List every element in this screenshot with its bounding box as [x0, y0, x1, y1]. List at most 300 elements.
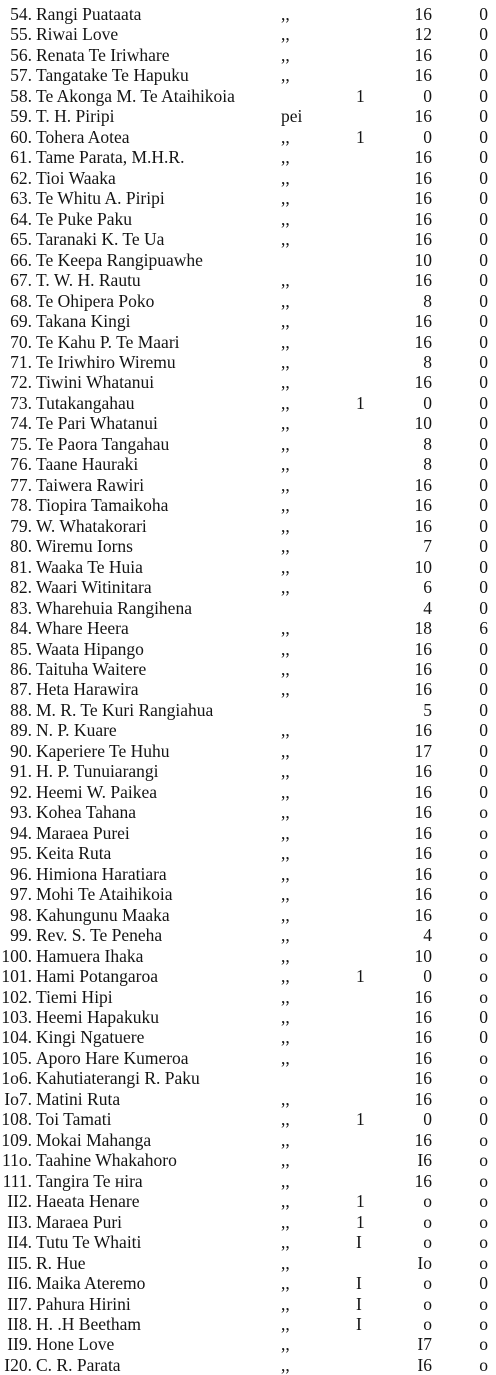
- entry-number: 111.: [2, 1170, 32, 1191]
- entry-number: 72.: [10, 372, 32, 393]
- amount-pence: 0: [479, 474, 488, 495]
- ditto-mark: ,,: [281, 1129, 290, 1150]
- subscriber-name: Haeata Henare: [36, 1191, 140, 1212]
- amount-pence: o: [479, 986, 488, 1007]
- amount-shillings: 16: [414, 208, 432, 229]
- entry-number: 103.: [1, 1006, 32, 1027]
- subscriber-name: Te Puke Paku: [36, 208, 132, 229]
- entry-number: 105.: [1, 1047, 32, 1068]
- amount-shillings: Io: [417, 1252, 432, 1273]
- entry-number: 64.: [10, 208, 32, 229]
- entry-number: II5.: [7, 1252, 32, 1273]
- list-item: [0, 1212, 496, 1232]
- amount-pence: o: [479, 1170, 488, 1191]
- subscriber-name: Kingi Ngatuere: [36, 1027, 145, 1048]
- list-item: [0, 884, 496, 904]
- ditto-mark: ,,: [281, 454, 290, 475]
- ditto-mark: ,,: [281, 167, 290, 188]
- entry-number: 70.: [10, 331, 32, 352]
- amount-shillings: 16: [414, 106, 432, 127]
- subscriber-name: Hone Love: [36, 1334, 115, 1355]
- subscriber-name: Te Iriwhiro Wiremu: [36, 351, 176, 372]
- list-item: [0, 1294, 496, 1314]
- subscriber-name: Taituha Waitere: [36, 659, 147, 679]
- subscriber-name: Waaka Te Huia: [36, 556, 143, 577]
- amount-shillings: 16: [414, 904, 432, 925]
- list-item: [0, 332, 496, 352]
- amount-shillings: 16: [414, 1047, 432, 1068]
- subscriber-name: Taiwera Rawiri: [36, 474, 145, 495]
- amount-shillings: 16: [414, 229, 432, 250]
- ditto-mark: ,,: [281, 1027, 290, 1048]
- amount-shillings: 16: [414, 270, 432, 291]
- list-item: [0, 618, 496, 638]
- amount-pence: 0: [479, 229, 488, 250]
- entry-number: 57.: [10, 65, 32, 86]
- subscriber-name: Te Keepa Rangipuawhe: [36, 249, 203, 270]
- amount-shillings: 16: [414, 311, 432, 332]
- ditto-mark: ,,: [281, 65, 290, 86]
- ditto-mark: ,,: [281, 515, 290, 536]
- amount-shillings: o: [423, 1293, 432, 1314]
- ditto-mark: ,,: [281, 1088, 290, 1109]
- ditto-mark: ,,: [281, 1047, 290, 1068]
- entry-number: 89.: [10, 720, 32, 741]
- list-item: [0, 864, 496, 884]
- subscriber-name: Whare Heera: [36, 618, 129, 639]
- list-item: [0, 1171, 496, 1191]
- list-item: [0, 1007, 496, 1027]
- amount-shillings: 16: [414, 659, 432, 679]
- amount-pence: 0: [479, 208, 488, 229]
- amount-pence: 0: [479, 249, 488, 270]
- subscriber-name: M. R. Te Kuri Rangiahua: [36, 699, 214, 720]
- amount-pence: 0: [479, 638, 488, 659]
- amount-pence: o: [479, 1232, 488, 1253]
- entry-number: 91.: [10, 761, 32, 782]
- list-item: [0, 24, 496, 44]
- amount-shillings: 10: [414, 945, 432, 966]
- entry-number: 85.: [10, 638, 32, 659]
- ditto-mark: ,,: [281, 433, 290, 454]
- subscriber-name: Kahungunu Maaka: [36, 904, 170, 925]
- subscriber-name: Tangira Te нira: [36, 1170, 143, 1191]
- subscriber-name: Te Ohipera Poko: [36, 290, 155, 311]
- entry-number: 60.: [10, 126, 32, 147]
- entry-number: 68.: [10, 290, 32, 311]
- ditto-mark: ,,: [281, 884, 290, 905]
- subscriber-name: Riwai Love: [36, 24, 119, 45]
- amount-shillings: I6: [417, 1354, 432, 1375]
- entry-number: 84.: [10, 618, 32, 639]
- subscriber-name: Te Akonga M. Te Ataihikoia: [36, 85, 235, 106]
- amount-pence: 0: [479, 1027, 488, 1048]
- entry-number: 95.: [10, 843, 32, 864]
- amount-shillings: I6: [417, 1150, 432, 1171]
- subscriber-name: Wharehuia Rangihena: [36, 597, 192, 618]
- entry-number: 93.: [10, 802, 32, 823]
- subscriber-name: R. Hue: [36, 1252, 86, 1273]
- amount-shillings: o: [423, 1273, 432, 1294]
- amount-pence: 0: [479, 761, 488, 782]
- ditto-mark: ,,: [281, 822, 290, 843]
- amount-shillings: 7: [423, 536, 432, 557]
- amount-pence: o: [479, 925, 488, 946]
- entry-number: 69.: [10, 311, 32, 332]
- entry-number: II3.: [7, 1211, 32, 1232]
- entry-number: 109.: [1, 1129, 32, 1150]
- amount-pence: 0: [479, 781, 488, 802]
- amount-pence: 0: [479, 126, 488, 147]
- subscriber-name: Te Pari Whatanui: [36, 413, 158, 434]
- list-item: [0, 516, 496, 536]
- amount-pence: 0: [479, 331, 488, 352]
- amount-pounds: 1: [356, 392, 365, 413]
- subscriber-name: Mohi Te Ataihikoia: [36, 884, 173, 905]
- list-item: [0, 147, 496, 167]
- amount-pence: 0: [479, 372, 488, 393]
- subscriber-name: Tutu Te Whaiti: [36, 1232, 142, 1253]
- list-item: [0, 1232, 496, 1252]
- list-item: [0, 1027, 496, 1047]
- subscriber-name: Taane Hauraki: [36, 454, 139, 475]
- list-item: [0, 741, 496, 761]
- subscriber-name: Heemi Hapakuku: [36, 1006, 159, 1027]
- list-item: [0, 1314, 496, 1334]
- subscriber-name: Aporo Hare Kumeroa: [36, 1047, 189, 1068]
- entry-number: II4.: [7, 1232, 32, 1253]
- amount-pence: 0: [479, 24, 488, 45]
- subscriber-name: Te Whitu A. Piripi: [36, 188, 165, 209]
- subscriber-name: Hami Potangaroa: [36, 966, 158, 987]
- amount-shillings: 0: [423, 126, 432, 147]
- subscriber-name: T. H. Piripi: [36, 106, 115, 127]
- entry-number: 77.: [10, 474, 32, 495]
- entry-number: 71.: [10, 351, 32, 372]
- ditto-mark: ,,: [281, 147, 290, 168]
- list-item: [0, 168, 496, 188]
- amount-pence: 0: [479, 290, 488, 311]
- list-item: [0, 639, 496, 659]
- subscriber-name: C. R. Parata: [36, 1354, 121, 1375]
- amount-shillings: 0: [423, 1109, 432, 1130]
- list-item: [0, 700, 496, 720]
- subscriber-name: Kohea Tahana: [36, 802, 137, 823]
- entry-number: 58.: [10, 85, 32, 106]
- ditto-mark: ,,: [281, 945, 290, 966]
- list-item: [0, 413, 496, 433]
- entry-number: 67.: [10, 270, 32, 291]
- list-item: [0, 454, 496, 474]
- amount-shillings: 16: [414, 802, 432, 823]
- amount-pence: 0: [479, 577, 488, 598]
- list-item: [0, 352, 496, 372]
- ditto-mark: ,,: [281, 474, 290, 495]
- amount-shillings: 18: [414, 618, 432, 639]
- amount-pence: o: [479, 1191, 488, 1212]
- list-item: [0, 1130, 496, 1150]
- entry-number: 56.: [10, 44, 32, 65]
- amount-shillings: 16: [414, 863, 432, 884]
- list-item: [0, 434, 496, 454]
- list-item: [0, 966, 496, 986]
- amount-shillings: 8: [423, 351, 432, 372]
- amount-pence: 0: [479, 167, 488, 188]
- entry-number: 54.: [10, 4, 32, 24]
- subscriber-name: Kahutiaterangi R. Paku: [36, 1068, 200, 1089]
- entry-number: 1o6.: [1, 1068, 32, 1089]
- amount-shillings: 12: [414, 24, 432, 45]
- entry-number: 66.: [10, 249, 32, 270]
- subscriber-name: Tohera Aotea: [36, 126, 130, 147]
- subscriber-name: Taahine Whakahoro: [36, 1150, 177, 1171]
- subscriber-name: Waata Hipango: [36, 638, 144, 659]
- entry-number: Io7.: [4, 1088, 32, 1109]
- ditto-mark: pei: [281, 106, 303, 127]
- list-item: [0, 45, 496, 65]
- list-item: [0, 1253, 496, 1273]
- entry-number: 99.: [10, 925, 32, 946]
- amount-shillings: 16: [414, 884, 432, 905]
- amount-shillings: 16: [414, 372, 432, 393]
- list-item: [0, 127, 496, 147]
- list-item: [0, 1355, 496, 1375]
- subscriber-name: T. W. H. Rautu: [36, 270, 141, 291]
- entry-number: 98.: [10, 904, 32, 925]
- subscriber-name: Maraea Purei: [36, 822, 130, 843]
- amount-shillings: 16: [414, 1170, 432, 1191]
- subscriber-name: Maika Ateremo: [36, 1273, 146, 1294]
- amount-shillings: 16: [414, 781, 432, 802]
- amount-pence: 0: [479, 699, 488, 720]
- amount-shillings: 16: [414, 638, 432, 659]
- ditto-mark: ,,: [281, 413, 290, 434]
- amount-pence: 0: [479, 188, 488, 209]
- subscriber-name: N. P. Kuare: [36, 720, 117, 741]
- amount-pounds: 1: [356, 1211, 365, 1232]
- entry-number: 73.: [10, 392, 32, 413]
- subscriber-name: Tiopira Tamaikoha: [36, 495, 169, 516]
- list-item: [0, 270, 496, 290]
- entry-number: 83.: [10, 597, 32, 618]
- amount-pence: 0: [479, 454, 488, 475]
- amount-shillings: 4: [423, 597, 432, 618]
- entry-number: 62.: [10, 167, 32, 188]
- subscriber-name: Takana Kingi: [36, 311, 131, 332]
- subscriber-name: Te Paora Tangahau: [36, 433, 170, 454]
- amount-shillings: 16: [414, 1129, 432, 1150]
- amount-pence: o: [479, 1047, 488, 1068]
- subscriber-name: H. .H Beetham: [36, 1314, 141, 1334]
- amount-pounds: I: [356, 1273, 362, 1294]
- entry-number: 88.: [10, 699, 32, 720]
- ditto-mark: ,,: [281, 372, 290, 393]
- entry-number: 81.: [10, 556, 32, 577]
- subscriber-name: Heta Harawira: [36, 679, 139, 700]
- subscriber-name: Wiremu Iorns: [36, 536, 133, 557]
- subscriber-name: Rev. S. Te Peneha: [36, 925, 163, 946]
- ditto-mark: ,,: [281, 331, 290, 352]
- amount-shillings: 16: [414, 515, 432, 536]
- ditto-mark: ,,: [281, 495, 290, 516]
- entry-number: 78.: [10, 495, 32, 516]
- subscriber-name: Heemi W. Paikea: [36, 781, 158, 802]
- ditto-mark: ,,: [281, 781, 290, 802]
- amount-pence: 6: [479, 618, 488, 639]
- amount-pence: o: [479, 945, 488, 966]
- ditto-mark: ,,: [281, 188, 290, 209]
- list-item: [0, 209, 496, 229]
- entry-number: 90.: [10, 740, 32, 761]
- subscriber-list: [0, 4, 496, 1375]
- ditto-mark: ,,: [281, 44, 290, 65]
- amount-pence: 0: [479, 65, 488, 86]
- amount-shillings: I7: [417, 1334, 432, 1355]
- ditto-mark: ,,: [281, 392, 290, 413]
- ditto-mark: ,,: [281, 577, 290, 598]
- list-item: [0, 577, 496, 597]
- subscriber-name: Tangatake Te Hapuku: [36, 65, 189, 86]
- ditto-mark: ,,: [281, 1293, 290, 1314]
- amount-shillings: o: [423, 1211, 432, 1232]
- list-item: [0, 393, 496, 413]
- entry-number: II6.: [7, 1273, 32, 1294]
- list-item: [0, 598, 496, 618]
- amount-pence: o: [479, 966, 488, 987]
- ditto-mark: ,,: [281, 904, 290, 925]
- ditto-mark: ,,: [281, 1232, 290, 1253]
- entry-number: 59.: [10, 106, 32, 127]
- list-item: [0, 1068, 496, 1088]
- ditto-mark: ,,: [281, 1252, 290, 1273]
- amount-shillings: 16: [414, 761, 432, 782]
- subscriber-name: Tame Parata, M.H.R.: [36, 147, 185, 168]
- entry-number: 79.: [10, 515, 32, 536]
- list-item: [0, 782, 496, 802]
- list-item: [0, 229, 496, 249]
- list-item: [0, 188, 496, 208]
- amount-shillings: 10: [414, 413, 432, 434]
- amount-shillings: 0: [423, 85, 432, 106]
- ditto-mark: ,,: [281, 1211, 290, 1232]
- ditto-mark: ,,: [281, 1314, 290, 1334]
- amount-shillings: 16: [414, 843, 432, 864]
- entry-number: 63.: [10, 188, 32, 209]
- amount-shillings: 17: [414, 740, 432, 761]
- entry-number: II8.: [7, 1314, 32, 1334]
- list-item: [0, 4, 496, 24]
- ditto-mark: ,,: [281, 536, 290, 557]
- amount-pence: 0: [479, 495, 488, 516]
- list-item: [0, 1089, 496, 1109]
- subscriber-name: Kaperiere Te Huhu: [36, 740, 170, 761]
- amount-pounds: 1: [356, 85, 365, 106]
- list-item: [0, 1150, 496, 1170]
- amount-shillings: 16: [414, 44, 432, 65]
- ditto-mark: ,,: [281, 740, 290, 761]
- amount-shillings: 10: [414, 249, 432, 270]
- subscriber-name: Rangi Puataata: [36, 4, 142, 24]
- list-item: [0, 311, 496, 331]
- entry-number: 82.: [10, 577, 32, 598]
- amount-pence: o: [479, 884, 488, 905]
- subscriber-name: W. Whatakorari: [36, 515, 147, 536]
- amount-shillings: 16: [414, 147, 432, 168]
- subscriber-name: Maraea Puri: [36, 1211, 123, 1232]
- ditto-mark: ,,: [281, 290, 290, 311]
- ditto-mark: ,,: [281, 802, 290, 823]
- list-item: [0, 557, 496, 577]
- entry-number: II9.: [7, 1334, 32, 1355]
- amount-shillings: 16: [414, 679, 432, 700]
- amount-shillings: 8: [423, 433, 432, 454]
- entry-number: 100.: [1, 945, 32, 966]
- ditto-mark: ,,: [281, 761, 290, 782]
- list-item: [0, 1273, 496, 1293]
- ditto-mark: ,,: [281, 986, 290, 1007]
- entry-number: 108.: [1, 1109, 32, 1130]
- amount-shillings: 16: [414, 1068, 432, 1089]
- amount-pence: 0: [479, 44, 488, 65]
- amount-shillings: 4: [423, 925, 432, 946]
- list-item: [0, 761, 496, 781]
- list-item: [0, 475, 496, 495]
- entry-number: I20.: [4, 1354, 32, 1375]
- amount-shillings: 16: [414, 474, 432, 495]
- amount-pence: o: [479, 863, 488, 884]
- amount-pence: 0: [479, 147, 488, 168]
- subscriber-name: Pahura Hirini: [36, 1293, 131, 1314]
- ditto-mark: ,,: [281, 24, 290, 45]
- amount-pence: 0: [479, 556, 488, 577]
- subscriber-name: Tioi Waaka: [36, 167, 116, 188]
- amount-pounds: I: [356, 1293, 362, 1314]
- list-item: [0, 823, 496, 843]
- subscriber-name: Renata Te Iriwhare: [36, 44, 170, 65]
- amount-pence: o: [479, 1088, 488, 1109]
- entry-number: 101.: [1, 966, 32, 987]
- subscriber-name: Te Kahu P. Te Maari: [36, 331, 180, 352]
- ditto-mark: ,,: [281, 556, 290, 577]
- amount-pence: 0: [479, 1109, 488, 1130]
- ditto-mark: ,,: [281, 1150, 290, 1171]
- amount-pence: o: [479, 1293, 488, 1314]
- subscriber-name: Taranaki K. Te Ua: [36, 229, 165, 250]
- entry-number: 55.: [10, 24, 32, 45]
- ditto-mark: ,,: [281, 1273, 290, 1294]
- amount-shillings: 16: [414, 188, 432, 209]
- amount-pence: 0: [479, 740, 488, 761]
- entry-number: 11o.: [2, 1150, 32, 1171]
- amount-shillings: 5: [423, 699, 432, 720]
- subscriber-name: Waari Witinitara: [36, 577, 152, 598]
- ditto-mark: ,,: [281, 618, 290, 639]
- amount-shillings: 16: [414, 65, 432, 86]
- ditto-mark: ,,: [281, 229, 290, 250]
- entry-number: 61.: [10, 147, 32, 168]
- ditto-mark: ,,: [281, 925, 290, 946]
- amount-pence: 0: [479, 679, 488, 700]
- list-item: [0, 925, 496, 945]
- list-item: [0, 679, 496, 699]
- entry-number: 87.: [10, 679, 32, 700]
- amount-shillings: 16: [414, 822, 432, 843]
- amount-pence: o: [479, 843, 488, 864]
- subscriber-name: Himiona Haratiara: [36, 863, 167, 884]
- ditto-mark: ,,: [281, 1354, 290, 1375]
- amount-pence: o: [479, 1314, 488, 1334]
- amount-shillings: o: [423, 1232, 432, 1253]
